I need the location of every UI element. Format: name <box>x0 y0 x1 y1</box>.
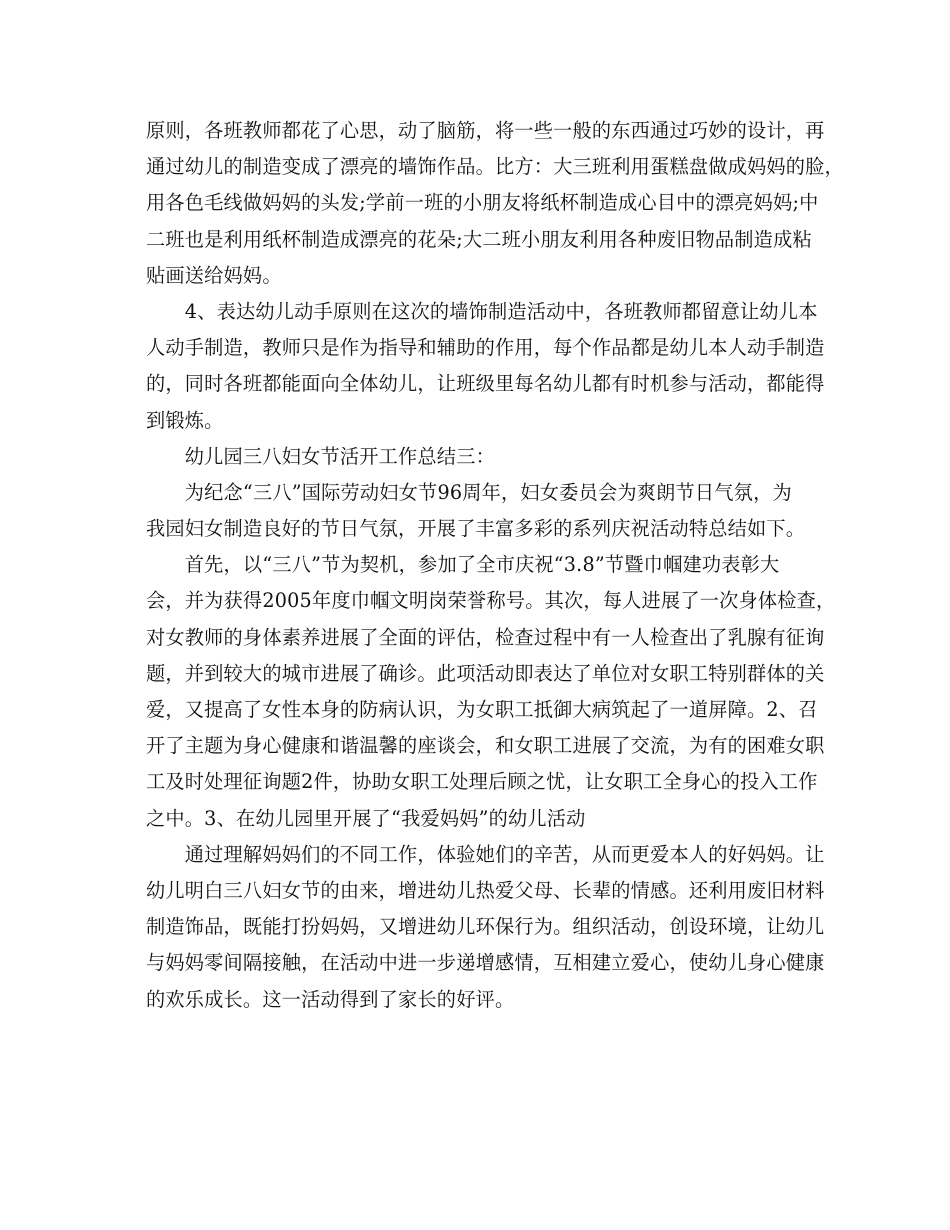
text-line: 通过理解妈妈们的不同工作，体验她们的辛苦，从而更爱本人的好妈妈。让 <box>146 842 825 866</box>
text-line: 二班也是利用纸杯制造成漂亮的花朵;大二班小朋友利用各种废旧物品制造成粘 <box>146 227 812 251</box>
text-line: 通过幼儿的制造变成了漂亮的墙饰作品。比方：大三班利用蛋糕盘做成妈妈的脸， <box>146 155 844 179</box>
text-line: 首先，以“三八”节为契机，参加了全市庆祝“3.8”节暨巾帼建功表彰大 <box>146 553 780 577</box>
text-line: 制造饰品，既能打扮妈妈，又增进幼儿环保行为。组织活动，创设环境，让幼儿 <box>146 915 825 939</box>
text-line: 4、表达幼儿动手原则在这次的墙饰制造活动中，各班教师都留意让幼儿本 <box>146 299 818 323</box>
text-line: 到锻炼。 <box>146 408 224 432</box>
text-line: 工及时处理征询题2件，协助女职工处理后顾之忧，让女职工全身心的投入工作 <box>146 770 818 794</box>
text-line: 开了主题为身心健康和谐温馨的座谈会，和女职工进展了交流，为有的困难女职 <box>146 734 825 758</box>
text-line: 为纪念“三八”国际劳动妇女节96周年，妇女委员会为爽朗节日气氛，为 <box>146 480 792 504</box>
text-line: 贴画送给妈妈。 <box>146 263 282 287</box>
text-line: 之中。3、在幼儿园里开展了“我爱妈妈”的幼儿活动 <box>146 806 586 830</box>
text-line: 幼儿明白三八妇女节的由来，增进幼儿热爱父母、长辈的情感。还利用废旧材料 <box>146 878 825 902</box>
text-line: 爱，又提高了女性本身的防病认识，为女职工抵御大病筑起了一道屏障。2、召 <box>146 698 818 721</box>
section-heading: 幼儿园三八妇女节活开工作总结三： <box>146 444 495 468</box>
paragraph-introduction <box>146 475 810 547</box>
text-line: 原则，各班教师都花了心思，动了脑筋，将一些一般的东西通过巧妙的设计，再 <box>146 119 825 142</box>
text-line: 用各色毛线做妈妈的头发;学前一班的小朋友将纸杯制造成心目中的漂亮妈妈;中 <box>146 191 819 215</box>
text-line: 与妈妈零间隔接触，在活动中进一步递增感情，互相建立爱心，使幼儿身心健康 <box>146 951 825 975</box>
paragraph-wall-decoration-principle <box>146 113 844 294</box>
document-body <box>146 113 844 1018</box>
paragraph-hands-on-principle <box>146 294 825 439</box>
text-line: 的欢乐成长。这一活动得到了家长的好评。 <box>146 987 515 1011</box>
text-line: 题，并到较大的城市进展了确诊。此项活动即表达了单位对女职工特别群体的关 <box>146 661 825 685</box>
section-heading-summary-three <box>146 439 810 475</box>
paragraph-conclusion <box>146 837 825 1018</box>
text-line: 会，并为获得2005年度巾帼文明岗荣誉称号。其次，每人进展了一次身体检查， <box>146 589 836 613</box>
text-line: 人动手制造，教师只是作为指导和辅助的作用，每个作品都是幼儿本人动手制造 <box>146 336 825 360</box>
text-line: 对女教师的身体素养进展了全面的评估，检查过程中有一人检查出了乳腺有征询 <box>146 625 825 649</box>
text-line: 我园妇女制造良好的节日气氛，开展了丰富多彩的系列庆祝活动特总结如下。 <box>146 517 806 541</box>
text-line: 的，同时各班都能面向全体幼儿，让班级里每名幼儿都有时机参与活动，都能得 <box>146 372 825 396</box>
paragraph-activities <box>146 547 836 837</box>
